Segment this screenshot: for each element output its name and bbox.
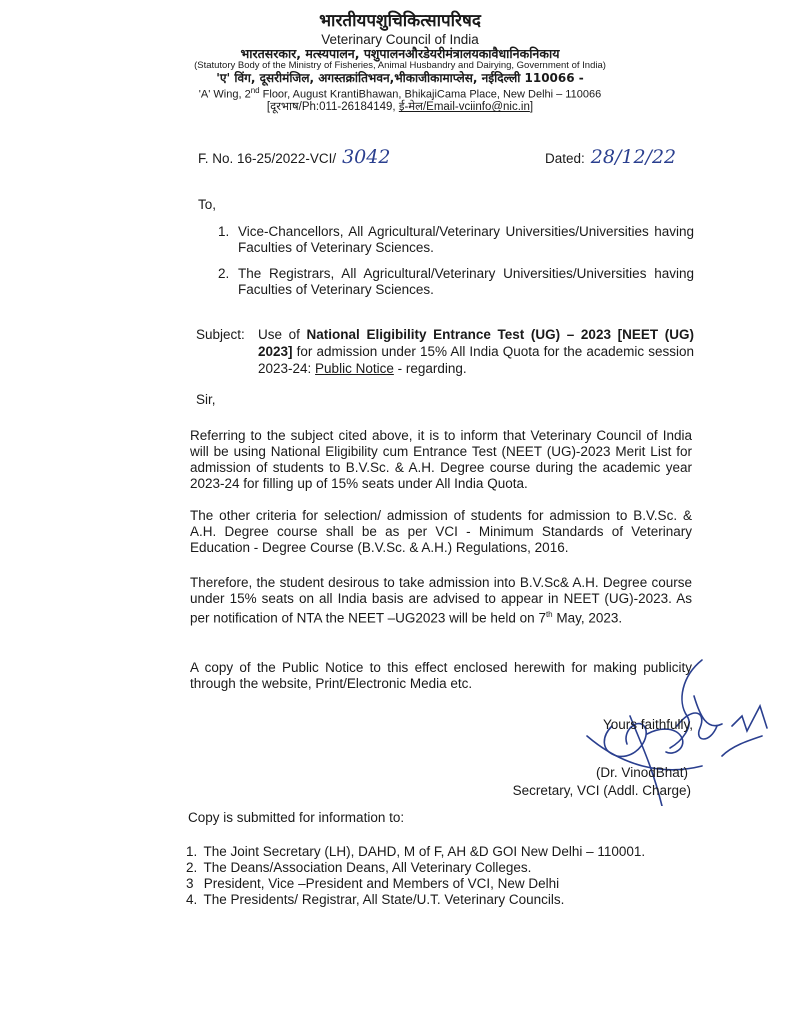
list-item-text: The Registrars, All Agricultural/Veterinary Universities/Universities having Faculties of Veterinary Sciences. <box>238 266 694 297</box>
list-item <box>186 844 706 860</box>
letterhead <box>150 12 650 115</box>
signatory-name: (Dr. VinodBhat) <box>595 765 688 780</box>
contact-email-link[interactable]: ई-मेल/Email-vciinfo@nic.in <box>398 101 530 114</box>
to-label: To, <box>198 197 217 212</box>
subject-mid: for admission under 15% All India Quota for the academic session 2023-24: <box>258 344 694 376</box>
copy-item-number: 3 <box>186 876 194 891</box>
contact-phone: [दूरभाष/Ph:011-26184149, <box>266 101 399 114</box>
subject-label: Subject: <box>196 327 245 342</box>
file-number-handwritten: 3042 <box>342 146 391 168</box>
contact-close: ] <box>529 101 534 114</box>
copy-item-number: 1. <box>186 844 198 859</box>
contact-line <box>150 101 650 114</box>
copy-item-text: The Deans/Association Deans, All Veterinary Colleges. <box>203 860 532 875</box>
hindi-address: 'ए' विंग, दूसरीमंजिल, अगस्तक्रांतिभवन,भीकाजीकामाप्लेस, नईदिल्ली 110066 - <box>216 71 584 86</box>
yours-faithfully: Yours faithfully, <box>602 717 693 732</box>
date-handwritten: 28/12/22 <box>590 146 677 168</box>
salutation: Sir, <box>196 392 216 407</box>
english-address <box>150 86 650 101</box>
addressee-list <box>218 224 694 308</box>
list-item-text: Vice-Chancellors, All Agricultural/Veterinary Universities/Universities having Faculties of Veterinary Sciences. <box>238 224 694 255</box>
list-item-number: 1. <box>218 224 230 239</box>
subject-underlined: Public Notice <box>315 361 394 376</box>
copy-item-number: 2. <box>186 860 198 875</box>
date-line <box>545 146 676 168</box>
list-item <box>218 266 694 298</box>
list-item <box>218 224 694 256</box>
org-english-title: Veterinary Council of India <box>321 31 479 47</box>
subject-line <box>196 326 694 377</box>
english-address-pre: 'A' Wing, 2 <box>198 88 251 101</box>
subject-bold: National Eligibility Entrance Test (UG) – 2023 [NEET (UG) 2023] <box>258 327 694 359</box>
file-number-label: F. No. 16-25/2022-VCI/ <box>198 151 337 166</box>
paragraph-3 <box>190 575 692 627</box>
subject-pre: Use of <box>258 327 307 342</box>
english-address-sup: nd <box>250 86 260 96</box>
paragraph-4: A copy of the Public Notice to this effect enclosed herewith for making publicity through the website, Print/Electronic Media etc. <box>190 660 692 691</box>
subject-post: - regarding. <box>393 361 467 376</box>
org-hindi-title: भारतीयपशुचिकित्सापरिषद <box>319 11 481 31</box>
paragraph-1: Referring to the subject cited above, it is to inform that Veterinary Council of India will be using National Eligibility cum Entrance Test (NEET (UG)-2023 Merit List for admission of students to B.V.Sc. & A.H. Degree course during the academic year 2023-24 for filling up of 15% seats under All India Quota. <box>190 428 692 491</box>
subject-body <box>258 326 694 377</box>
paragraph-2: The other criteria for selection/ admission of students for admission to B.V.Sc. & A.H. Degree course shall be as per VCI - Minimum Standards of Veterinary Education - Degree Course (B.V.Sc. & A.H.) Regulations, 2016. <box>190 508 692 555</box>
copy-item-text: The Joint Secretary (LH), DAHD, M of F, AH &D GOI New Delhi – 110001. <box>203 844 646 859</box>
paragraph-3-sup: th <box>545 610 553 619</box>
copy-list <box>186 844 706 908</box>
copy-item-text: The Presidents/ Registrar, All State/U.T. Veterinary Councils. <box>203 892 565 907</box>
list-item <box>186 860 706 876</box>
org-hindi-subtitle: भारतसरकार, मत्स्यपालन, पशुपालनऔरडेयरीमंत्रालयकावैधानिकनिकाय <box>240 46 560 62</box>
paragraph-3-post: May, 2023. <box>552 610 623 626</box>
signatory-designation: Secretary, VCI (Addl. Charge) <box>512 783 691 798</box>
copy-item-number: 4. <box>186 892 198 907</box>
copy-item-text: President, Vice –President and Members of VCI, New Delhi <box>203 876 560 891</box>
paragraph-3-pre: Therefore, the student desirous to take admission into B.V.Sc& A.H. Degree course under 15% seats on all India basis are advised to appear in NEET (UG)-2023. As per notification of NTA the NEET –UG2023 will be held on 7 <box>190 575 692 626</box>
list-item-number: 2. <box>218 266 230 281</box>
list-item <box>186 892 706 908</box>
list-item <box>186 876 706 892</box>
english-address-post: Floor, August KrantiBhawan, BhikajiCama Place, New Delhi – 110066 <box>259 88 602 101</box>
statutory-line: (Statutory Body of the Ministry of Fisheries, Animal Husbandry and Dairying, Government of India) <box>194 60 606 72</box>
file-number <box>198 146 390 168</box>
date-label: Dated: <box>545 151 585 166</box>
copy-heading: Copy is submitted for information to: <box>188 810 405 825</box>
